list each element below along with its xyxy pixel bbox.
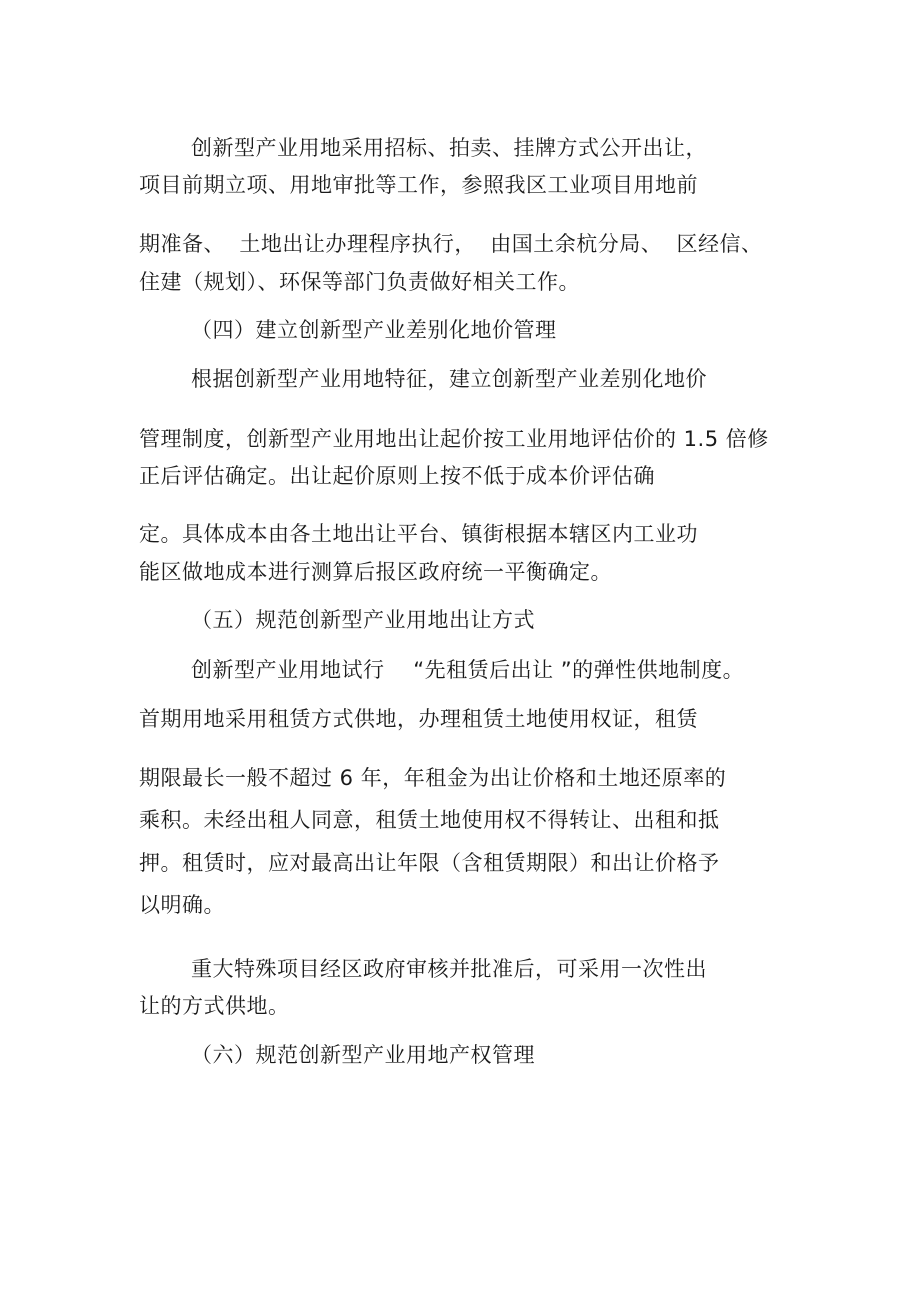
text-line: 管理制度，创新型产业用地出让起价按工业用地评估价的 1.5 倍修	[139, 427, 769, 451]
section-heading: （四）建立创新型产业差别化地价管理	[191, 318, 557, 342]
text-line: 以明确。	[139, 893, 225, 917]
text-line: 正后评估确定。出让起价原则上按不低于成本价评估确	[139, 464, 655, 488]
text-line: 期准备、 土地出让办理程序执行， 由国土余杭分局、 区经信、	[139, 232, 763, 256]
section-heading: （六）规范创新型产业用地产权管理	[191, 1043, 535, 1067]
text-line: 创新型产业用地试行 “先租赁后出让 ”的弹性供地制度。	[191, 658, 745, 682]
text-line: 能区做地成本进行测算后报区政府统一平衡确定。	[139, 560, 612, 584]
text-line: 期限最长一般不超过 6 年，年租金为出让价格和土地还原率的	[139, 766, 727, 790]
text-line: 押。租赁时，应对最高出让年限（含租赁期限）和出让价格予	[139, 851, 720, 875]
text-line: 项目前期立项、用地审批等工作，参照我区工业项目用地前	[139, 173, 698, 197]
text-line: 乘积。未经出租人同意，租赁土地使用权不得转让、出租和抵	[139, 808, 720, 832]
text-line: 住建（规划）、环保等部门负责做好相关工作。	[139, 270, 580, 294]
text-line: 首期用地采用租赁方式供地，办理租赁土地使用权证，租赁	[139, 707, 698, 731]
text-line: 创新型产业用地采用招标、拍卖、挂牌方式公开出让，	[191, 136, 707, 160]
text-line: 重大特殊项目经区政府审核并批准后，可采用一次性出	[191, 957, 707, 981]
text-line: 根据创新型产业用地特征，建立创新型产业差别化地价	[191, 367, 707, 391]
text-line: 让的方式供地。	[139, 994, 290, 1018]
text-line: 定。具体成本由各土地出让平台、镇街根据本辖区内工业功	[139, 522, 698, 546]
section-heading: （五）规范创新型产业用地出让方式	[191, 608, 535, 632]
